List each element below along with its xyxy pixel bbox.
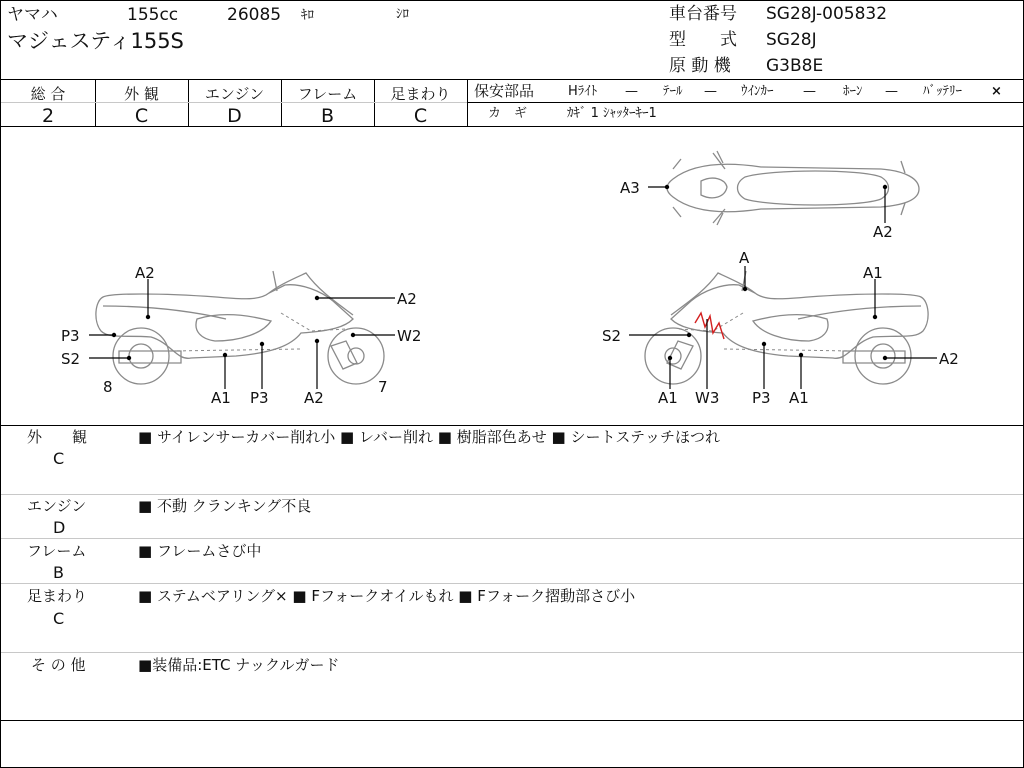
grade-engine-value: D	[227, 105, 242, 127]
marker-left-a2-front: A2	[304, 389, 324, 407]
bullet-icon: ■	[340, 428, 355, 446]
marker-left-a1: A1	[211, 389, 231, 407]
safety-item-headlight: Hﾗｲﾄ	[568, 84, 598, 99]
scooter-top-view-drawing	[667, 151, 919, 225]
safety-item-horn: ﾎｰﾝ	[843, 84, 863, 99]
marker-right-a1-front: A1	[658, 389, 678, 407]
section-suspension-items	[138, 589, 635, 604]
suspension-item: ステムベアリング×	[156, 587, 288, 605]
safety-item-battery: ﾊﾞｯﾃﾘｰ	[923, 84, 962, 99]
grade-exterior-value: C	[134, 105, 149, 127]
exterior-item: サイレンサーカバー削れ小	[156, 428, 336, 446]
grade-exterior-label: 外 観	[124, 85, 159, 103]
safety-mark-tail: —	[704, 84, 717, 99]
section-frame-items	[138, 544, 261, 559]
safety-item-winker: ｳｲﾝｶｰ	[741, 84, 774, 99]
safety-mark-horn: —	[885, 84, 898, 99]
section-engine-items	[138, 499, 311, 514]
key-value: ｶｷﾞ 1 ｼｬｯﾀｰｷｰ1	[567, 106, 657, 121]
section-other-name: そ の 他	[31, 656, 86, 674]
marker-left-a2-cowl: A2	[397, 290, 417, 308]
marker-left-p3-floor: P3	[250, 389, 269, 407]
exterior-item: 樹脂部色あせ	[456, 428, 547, 446]
engine-item: 不動 クランキング不良	[156, 497, 312, 515]
rule	[1, 425, 1024, 426]
frame-item: フレームさび中	[156, 542, 262, 560]
mileage-unit: ｷﾛ	[301, 8, 314, 23]
safety-item-tail: ﾃｰﾙ	[663, 84, 683, 99]
grade-suspension-label: 足まわり	[390, 85, 451, 103]
marker-left-a2-seat: A2	[135, 264, 155, 282]
section-exterior-grade: C	[53, 449, 65, 468]
grade-overall-value: 2	[41, 105, 55, 127]
other-item: 装備品:ETC ナックルガード	[152, 656, 340, 674]
marker-left-7: 7	[378, 378, 388, 396]
grade-frame-label: フレーム	[297, 85, 358, 103]
grade-engine-label: エンジン	[204, 85, 265, 103]
rule	[467, 102, 1024, 103]
safety-mark-winker: —	[803, 84, 816, 99]
mileage: 26085	[227, 5, 282, 25]
marker-right-a1-seat: A1	[863, 264, 883, 282]
bullet-icon: ■	[138, 497, 153, 515]
bullet-icon: ■	[138, 542, 153, 560]
model-name: マジェスティ155S	[7, 29, 184, 53]
safety-label: 保安部品	[474, 82, 535, 100]
suspension-item: Fフォーク摺動部さび小	[477, 587, 636, 605]
engine-value: G3B8E	[766, 56, 824, 76]
section-frame-grade: B	[53, 563, 64, 582]
marker-top-a3: A3	[620, 179, 640, 197]
rule	[1, 583, 1024, 584]
grade-frame-value: B	[320, 105, 335, 127]
frame-no-label: 車台番号	[669, 4, 737, 24]
rule	[1, 652, 1024, 653]
bullet-icon: ■	[551, 428, 566, 446]
marker-right-a: A	[739, 249, 750, 267]
rule	[1, 538, 1024, 539]
color: ｼﾛ	[396, 7, 409, 22]
damage-diagram	[1, 127, 1023, 425]
bullet-icon: ■	[138, 428, 153, 446]
safety-mark-headlight: —	[625, 84, 638, 99]
marker-left-p3-rear: P3	[61, 327, 80, 345]
rule	[1, 720, 1024, 721]
exterior-item: シートステッチほつれ	[570, 428, 721, 446]
scooter-left-side-drawing	[96, 271, 384, 384]
exterior-item: レバー削れ	[359, 428, 433, 446]
grade-suspension-value: C	[413, 105, 428, 127]
marker-right-s2: S2	[602, 327, 622, 345]
marker-top-a2: A2	[873, 223, 893, 241]
marker-labels	[61, 179, 959, 407]
marker-left-8: 8	[103, 378, 113, 396]
bullet-icon: ■	[138, 656, 153, 674]
grade-overall-label: 総 合	[30, 85, 66, 103]
section-frame-name: フレーム	[27, 542, 87, 560]
marker-left-w2: W2	[397, 327, 422, 345]
maker: ヤマハ	[7, 5, 58, 25]
marker-leaders	[89, 185, 937, 389]
section-engine-grade: D	[53, 518, 66, 537]
rule	[1, 79, 1024, 80]
marker-right-p3: P3	[752, 389, 771, 407]
bullet-icon: ■	[458, 587, 473, 605]
section-suspension-name: 足まわり	[27, 587, 88, 605]
section-exterior-name: 外 観	[27, 428, 88, 446]
section-other-items	[138, 658, 340, 673]
key-label: カ ギ	[488, 106, 528, 121]
suspension-item: Fフォークオイルもれ	[311, 587, 454, 605]
frame-no: SG28J-005832	[766, 4, 888, 24]
section-suspension-grade: C	[53, 609, 65, 628]
scooter-right-side-drawing	[645, 271, 928, 384]
displacement: 155cc	[127, 5, 179, 25]
section-engine-name: エンジン	[27, 497, 87, 515]
engine-label: 原 動 機	[669, 56, 731, 76]
marker-right-a1-floor: A1	[789, 389, 809, 407]
marker-right-w3: W3	[695, 389, 720, 407]
bullet-icon: ■	[138, 587, 153, 605]
marker-left-s2: S2	[61, 350, 81, 368]
safety-mark-battery: ×	[991, 84, 1002, 99]
marker-right-a2: A2	[939, 350, 959, 368]
rule	[1, 494, 1024, 495]
bullet-icon: ■	[437, 428, 452, 446]
bullet-icon: ■	[292, 587, 307, 605]
section-exterior-items	[138, 430, 720, 445]
type-value: SG28J	[766, 30, 817, 50]
type-label: 型 式	[669, 30, 737, 50]
